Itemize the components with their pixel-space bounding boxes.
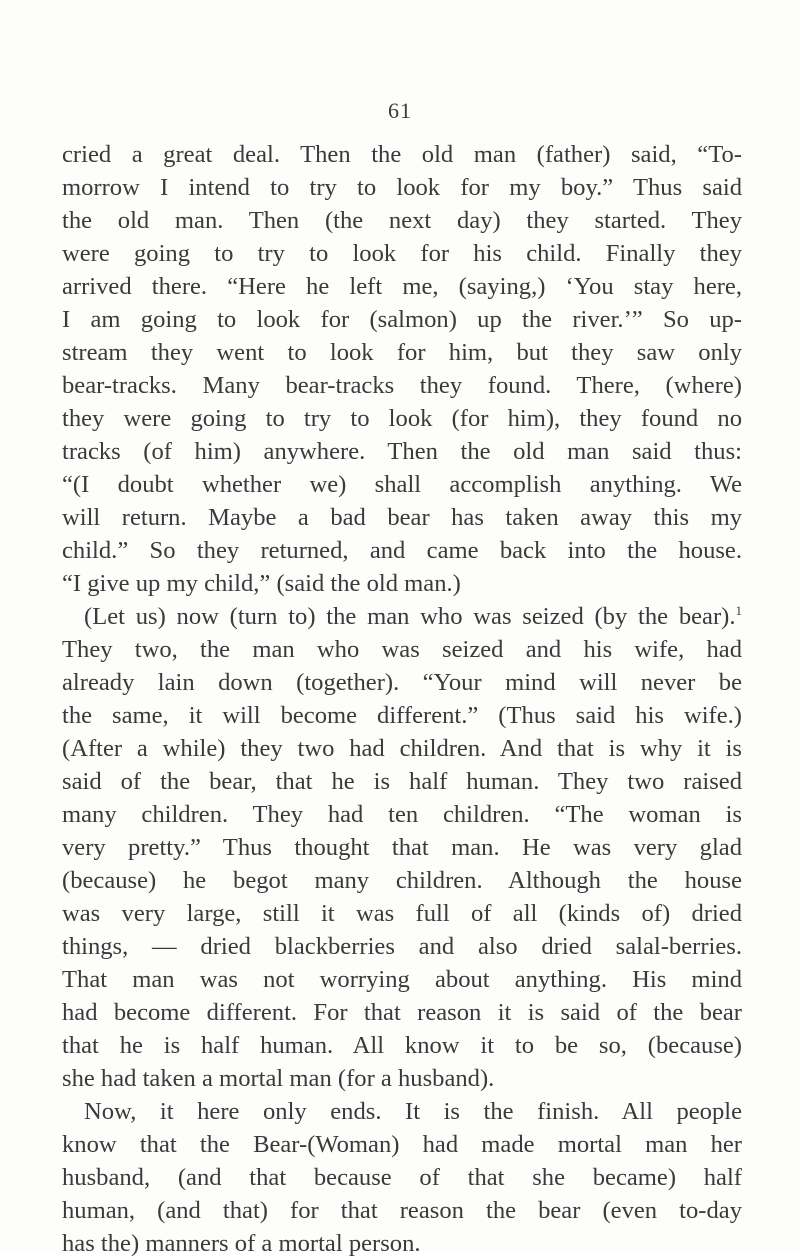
text-line: was very large, still it was full of all (kinds of) dried xyxy=(62,900,742,927)
text-line-with-footnote xyxy=(62,600,742,633)
text-line: were going to try to look for his child. Finally they xyxy=(62,240,742,267)
text-line: things, — dried blackberries and also dried salal-berries. xyxy=(62,933,742,960)
text-line: stream they went to look for him, but they saw only xyxy=(62,339,742,366)
text-line: bear-tracks. Many bear-tracks they found. There, (where) xyxy=(62,372,742,399)
text-line: husband, (and that because of that she became) half xyxy=(62,1164,742,1191)
text-line: human, (and that) for that reason the bear (even to-day xyxy=(62,1197,742,1224)
text-line: many children. They had ten children. “The woman is xyxy=(62,801,742,828)
text-line: the old man. Then (the next day) they started. They xyxy=(62,207,742,234)
text-line: They two, the man who was seized and his wife, had xyxy=(62,636,742,663)
text-line: “(I doubt whether we) shall accomplish anything. We xyxy=(62,471,742,498)
text-line: very pretty.” Thus thought that man. He was very glad xyxy=(62,834,742,861)
text-line: “I give up my child,” (said the old man.) xyxy=(62,570,461,597)
text-line: morrow I intend to try to look for my boy.” Thus said xyxy=(62,174,742,201)
text-line: arrived there. “Here he left me, (saying,) ‘You stay here, xyxy=(62,273,742,300)
text-line: know that the Bear-(Woman) had made mortal man her xyxy=(62,1131,742,1158)
text-line: I am going to look for (salmon) up the river.’” So up- xyxy=(62,306,742,333)
body-text xyxy=(62,138,742,1260)
text-line: tracks (of him) anywhere. Then the old man said thus: xyxy=(62,438,742,465)
page-number: 61 xyxy=(388,98,412,123)
text-line: cried a great deal. Then the old man (father) said, “To- xyxy=(62,141,742,168)
text-line: already lain down (together). “Your mind will never be xyxy=(62,669,742,696)
text-line: (Let us) now (turn to) the man who was seized (by the bear). xyxy=(84,603,736,630)
text-line: she had taken a mortal man (for a husband). xyxy=(62,1065,495,1092)
text-line: that he is half human. All know it to be so, (because) xyxy=(62,1032,742,1059)
text-line: will return. Maybe a bad bear has taken away this my xyxy=(62,504,742,531)
text-line: had become different. For that reason it is said of the bear xyxy=(62,999,742,1026)
text-line: Now, it here only ends. It is the finish. All people xyxy=(84,1098,742,1125)
text-line: they were going to try to look (for him), they found no xyxy=(62,405,742,432)
footnote-marker: 1 xyxy=(735,603,742,618)
text-line: child.” So they returned, and came back into the house. xyxy=(62,537,742,564)
text-line: has the) manners of a mortal person. xyxy=(62,1230,421,1257)
text-line: said of the bear, that he is half human. They two raised xyxy=(62,768,742,795)
text-line: That man was not worrying about anything. His mind xyxy=(62,966,742,993)
text-line: the same, it will become different.” (Thus said his wife.) xyxy=(62,702,742,729)
text-line: (After a while) they two had children. And that is why it is xyxy=(62,735,742,762)
text-line: (because) he begot many children. Although the house xyxy=(62,867,742,894)
